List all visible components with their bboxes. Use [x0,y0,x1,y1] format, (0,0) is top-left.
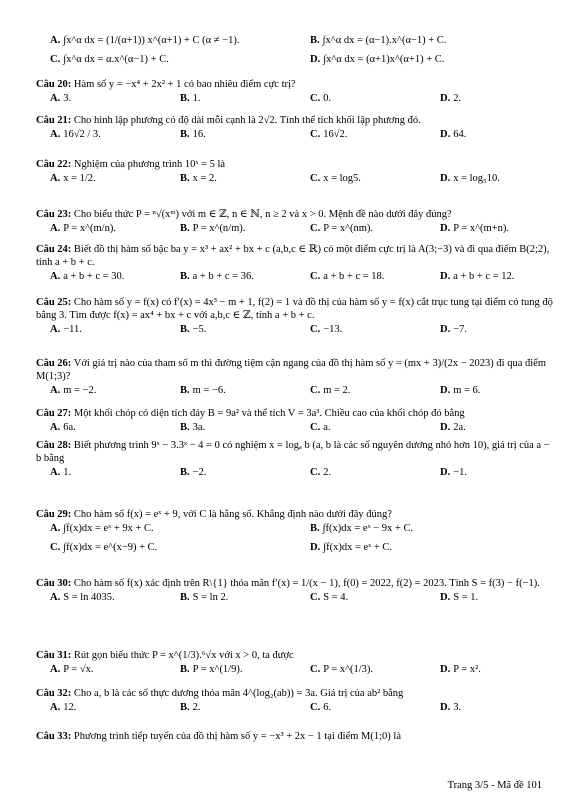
answer-option[interactable] [296,591,426,604]
option-text: P = x^(m+n). [453,223,509,235]
option-letter: B. [180,324,190,336]
question-text: Cho a, b là các số thực dương thỏa mãn 4^(log₂(ab)) = 3a. Giá trị của ab² bằng [73,688,404,699]
option-text: 2. [323,467,332,479]
answer-option[interactable] [296,172,426,185]
answer-option[interactable] [296,663,426,676]
question-stem [36,439,556,465]
question-stem [36,407,556,420]
option-letter: A. [50,702,61,714]
answer-option[interactable] [36,466,166,479]
option-letter: B. [180,93,190,105]
option-text: a + b + c = 36. [192,271,254,283]
question-stem [36,649,556,662]
answer-option[interactable] [36,34,296,47]
question-stem [36,730,556,743]
option-text: 3. [453,702,462,714]
answer-options [36,522,556,554]
answer-option[interactable] [296,541,556,554]
option-letter: B. [180,129,190,141]
question-number: Câu 20: [36,79,72,90]
option-letter: D. [440,467,451,479]
question-q30 [36,577,556,604]
question-text: Nghiệm của phương trình 10ˣ = 5 là [73,159,226,170]
option-letter: B. [180,664,190,676]
question-q24 [36,243,556,283]
option-text: x = log₅10. [453,173,500,185]
question-stem [36,78,556,91]
option-letter: B. [180,271,190,283]
answer-option[interactable] [296,270,426,283]
option-text: ∫f(x)dx = eˣ − 9x + C. [322,523,414,535]
question-stem [36,357,556,383]
option-letter: C. [310,385,321,397]
answer-option[interactable] [166,466,296,479]
question-q32 [36,687,556,714]
answer-option[interactable] [296,522,556,535]
question-text: Cho hình lập phương có độ dài mỗi cạnh là 2√2. Tính thể tích khối lập phương đó. [73,115,421,126]
answer-option[interactable] [36,323,166,336]
answer-option[interactable] [36,384,166,397]
option-text: P = x^(nm). [323,223,374,235]
option-letter: A. [50,35,61,46]
question-stem [36,114,556,127]
question-number: Câu 21: [36,115,72,126]
option-letter: D. [440,223,451,235]
question-q21 [36,114,556,141]
option-letter: C. [50,54,61,66]
option-text: −11. [63,324,82,336]
question-stem [36,296,556,322]
option-letter: A. [50,223,61,235]
option-letter: A. [50,664,61,676]
question-q19-tail [36,33,556,66]
option-letter: D. [440,664,451,676]
option-letter: C. [50,542,61,554]
option-text: −1. [453,467,468,479]
question-number: Câu 22: [36,159,72,170]
option-text: P = x^(1/9). [192,664,243,676]
answer-options [36,270,556,283]
answer-option[interactable] [426,421,556,434]
option-text: 1. [63,467,72,479]
question-number: Câu 29: [36,509,72,520]
answer-option[interactable] [166,384,296,397]
answer-option[interactable] [426,270,556,283]
answer-option[interactable] [426,128,556,141]
question-text: Một khối chóp có diện tích đáy B = 9a² và thể tích V = 3a³. Chiều cao của khối chóp đó bằng [73,408,465,419]
answer-options [36,663,556,676]
option-letter: A. [50,523,61,535]
option-letter: B. [180,173,190,185]
option-text: 3. [63,93,72,105]
question-stem [36,508,556,521]
answer-options [36,128,556,141]
question-number: Câu 30: [36,578,72,589]
question-stem [36,687,556,700]
option-letter: A. [50,129,61,141]
answer-options [36,222,556,235]
option-letter: D. [440,324,451,336]
answer-option[interactable] [296,384,426,397]
page-footer: Trang 3/5 - Mã đề 101 [447,780,542,791]
option-text: S = 4. [323,592,349,604]
option-text: a. [323,422,331,434]
answer-option[interactable] [426,172,556,185]
option-letter: C. [310,173,321,185]
option-letter: C. [310,129,321,141]
question-text: Cho hàm số f(x) xác định trên R\{1} thỏa mãn f′(x) = 1/(x − 1), f(0) = 2022, f(2) = 2023. Tính S = f(3) − f(−1). [73,578,540,589]
question-text: Cho biểu thức P = ⁿ√(xᵐ) với m ∈ ℤ, n ∈ ℕ, n ≥ 2 và x > 0. Mệnh đề nào dưới đây đúng? [73,209,452,220]
option-letter: C. [310,223,321,235]
question-stem [36,158,556,171]
option-text: 64. [453,129,467,141]
question-number: Câu 28: [36,440,72,451]
answer-option[interactable] [166,270,296,283]
option-text: S = ln 2. [192,592,229,604]
question-q23 [36,208,556,235]
option-letter: C. [310,702,321,714]
answer-option[interactable] [36,421,166,434]
option-text: 0. [323,93,332,105]
option-text: 6a. [63,422,76,434]
option-text: S = 1. [453,592,479,604]
answer-options [36,466,556,479]
option-letter: B. [180,467,190,479]
option-letter: D. [310,54,321,66]
option-letter: B. [180,223,190,235]
option-text: x = log5. [323,173,361,185]
question-text: Biết đồ thị hàm số bậc ba y = x³ + ax² + bx + c (a,b,c ∈ ℝ) có một điểm cực trị là A(3;−3) và đi qua điểm B(2;2), tính a + b + c. [36,244,550,269]
option-text: a + b + c = 12. [453,271,515,283]
answer-option[interactable] [296,222,426,235]
option-text: 6. [323,702,332,714]
option-letter: C. [310,271,321,283]
answer-option[interactable] [36,172,166,185]
answer-options [36,421,556,434]
question-stem [36,577,556,590]
option-letter: C. [310,664,321,676]
option-letter: D. [310,542,321,554]
option-letter: A. [50,271,61,283]
question-stem [36,208,556,221]
question-number: Câu 26: [36,358,72,369]
question-text: Với giá trị nào của tham số m thì đường tiệm cận ngang của đồ thị hàm số y = (mx + 3)/(2x − 2023) đi qua điểm M(1;3)? [36,358,546,383]
option-letter: D. [440,702,451,714]
option-text: −7. [453,324,468,336]
question-q31 [36,649,556,676]
question-q25 [36,296,556,336]
option-letter: C. [310,422,321,434]
question-text: Hàm số y = −x⁴ + 2x² + 1 có bao nhiêu điểm cực trị? [73,79,296,90]
question-text: Phương trình tiếp tuyến của đồ thị hàm số y = −x³ + 2x − 1 tại điểm M(1;0) là [73,731,402,742]
answer-options [36,323,556,336]
question-q28 [36,439,556,479]
answer-option[interactable] [296,701,426,714]
option-letter: C. [310,592,321,604]
answer-option[interactable] [296,92,426,105]
question-stem [36,243,556,269]
answer-option[interactable] [36,270,166,283]
answer-option[interactable] [166,323,296,336]
answer-options [36,34,556,66]
question-q27 [36,407,556,434]
question-q20 [36,78,556,105]
answer-option[interactable] [426,701,556,714]
option-letter: C. [310,324,321,336]
question-q22 [36,158,556,185]
question-number: Câu 27: [36,408,72,419]
option-text: P = √x. [63,664,94,676]
answer-option[interactable] [166,128,296,141]
answer-option[interactable] [36,92,166,105]
answer-options [36,591,556,604]
option-text: 2. [192,702,201,714]
answer-option[interactable] [426,222,556,235]
answer-option[interactable] [36,541,296,554]
option-letter: A. [50,592,61,604]
answer-option[interactable] [166,421,296,434]
answer-option[interactable] [166,591,296,604]
question-text: Rút gọn biểu thức P = x^(1/3).⁶√x với x > 0, ta được [73,650,294,661]
question-number: Câu 24: [36,244,72,255]
option-letter: B. [180,385,190,397]
answer-option[interactable] [426,663,556,676]
option-text: P = x^(m/n). [63,223,116,235]
question-number: Câu 25: [36,297,72,308]
answer-option[interactable] [36,591,166,604]
option-letter: A. [50,324,61,336]
answer-option[interactable] [166,92,296,105]
option-letter: C. [310,467,321,479]
answer-option[interactable] [296,421,426,434]
option-text: a + b + c = 30. [63,271,125,283]
option-text: ∫x^α dx = (α+1)x^(α+1) + C. [323,54,445,66]
answer-option[interactable] [36,128,166,141]
option-text: 16√2. [323,129,348,141]
question-text: Cho hàm số y = f(x) có f′(x) = 4x³ − m + 1, f(2) = 1 và đồ thị của hàm số y = f(x) cắt trục tung tại điểm có tung độ bằng 3. Tìm được f(x) = ax⁴ + bx + c với a,b,c ∈ ℤ, tính a + b + c. [36,297,553,322]
answer-option[interactable] [296,323,426,336]
answer-option[interactable] [166,701,296,714]
option-letter: B. [310,523,320,535]
answer-options [36,384,556,397]
option-text: P = x^(n/m). [192,223,246,235]
answer-options [36,172,556,185]
answer-option[interactable] [296,53,556,66]
option-text: P = x^(1/3). [323,664,374,676]
option-text: ∫f(x)dx = eˣ + 9x + C. [63,523,154,535]
option-text: −13. [323,324,343,336]
answer-options [36,92,556,105]
option-letter: D. [440,129,451,141]
answer-option[interactable] [36,663,166,676]
option-text: P = x². [453,664,481,676]
option-letter: D. [440,385,451,397]
option-text: 2a. [453,422,466,434]
option-text: 3a. [192,422,206,434]
option-text: m = 2. [323,385,351,397]
option-text: 16. [192,129,206,141]
answer-options [36,701,556,714]
question-number: Câu 33: [36,731,72,742]
option-text: x = 2. [192,173,217,185]
question-number: Câu 31: [36,650,72,661]
option-letter: B. [180,592,190,604]
option-text: ∫f(x)dx = e^(x−9) + C. [63,542,158,554]
answer-option[interactable] [296,466,426,479]
option-letter: D. [440,271,451,283]
option-text: −5. [192,324,207,336]
option-text: m = −6. [192,385,226,397]
option-letter: A. [50,467,61,479]
option-text: ∫x^α dx = α.x^(α−1) + C. [63,54,169,66]
option-text: 16√2 / 3. [63,129,101,141]
question-text: Biết phương trình 9ˣ − 3.3ˣ − 4 = 0 có nghiệm x = logₐ b (a, b là các số nguyên dương nhỏ hơn 10), giá trị của a − b bằng [36,440,550,465]
option-text: ∫x^α dx = (α−1).x^(α−1) + C. [322,35,447,46]
option-text: 12. [63,702,77,714]
option-text: m = −2. [63,385,97,397]
answer-option[interactable] [426,384,556,397]
option-text: x = 1/2. [63,173,96,185]
question-q29 [36,508,556,554]
option-letter: B. [180,702,190,714]
option-letter: A. [50,385,61,397]
option-letter: D. [440,422,451,434]
question-number: Câu 23: [36,209,72,220]
option-letter: A. [50,173,61,185]
answer-option[interactable] [426,466,556,479]
option-letter: A. [50,422,61,434]
option-letter: D. [440,173,451,185]
answer-option[interactable] [166,222,296,235]
option-text: S = ln 4035. [63,592,115,604]
answer-option[interactable] [36,53,296,66]
question-text: Cho hàm số f(x) = eˣ + 9, với C là hằng số. Khẳng định nào dưới đây đúng? [73,509,392,520]
option-text: 2. [453,93,462,105]
question-number: Câu 32: [36,688,72,699]
answer-option[interactable] [296,128,426,141]
option-text: ∫f(x)dx = eˣ + C. [323,542,393,554]
option-letter: C. [310,93,321,105]
answer-option[interactable] [36,222,166,235]
option-text: a + b + c = 18. [323,271,385,283]
answer-option[interactable] [36,522,296,535]
answer-option[interactable] [296,34,556,47]
option-text: m = 6. [453,385,481,397]
answer-option[interactable] [36,701,166,714]
question-q33 [36,730,556,743]
option-letter: A. [50,93,61,105]
answer-option[interactable] [166,172,296,185]
option-letter: D. [440,592,451,604]
answer-option[interactable] [426,92,556,105]
option-text: 1. [192,93,201,105]
answer-option[interactable] [426,591,556,604]
question-q26 [36,357,556,397]
option-letter: D. [440,93,451,105]
option-letter: B. [180,422,190,434]
option-text: ∫x^α dx = (1/(α+1)) x^(α+1) + C (α ≠ −1). [63,35,240,46]
answer-option[interactable] [426,323,556,336]
option-text: −2. [192,467,207,479]
answer-option[interactable] [166,663,296,676]
option-letter: B. [310,35,320,46]
